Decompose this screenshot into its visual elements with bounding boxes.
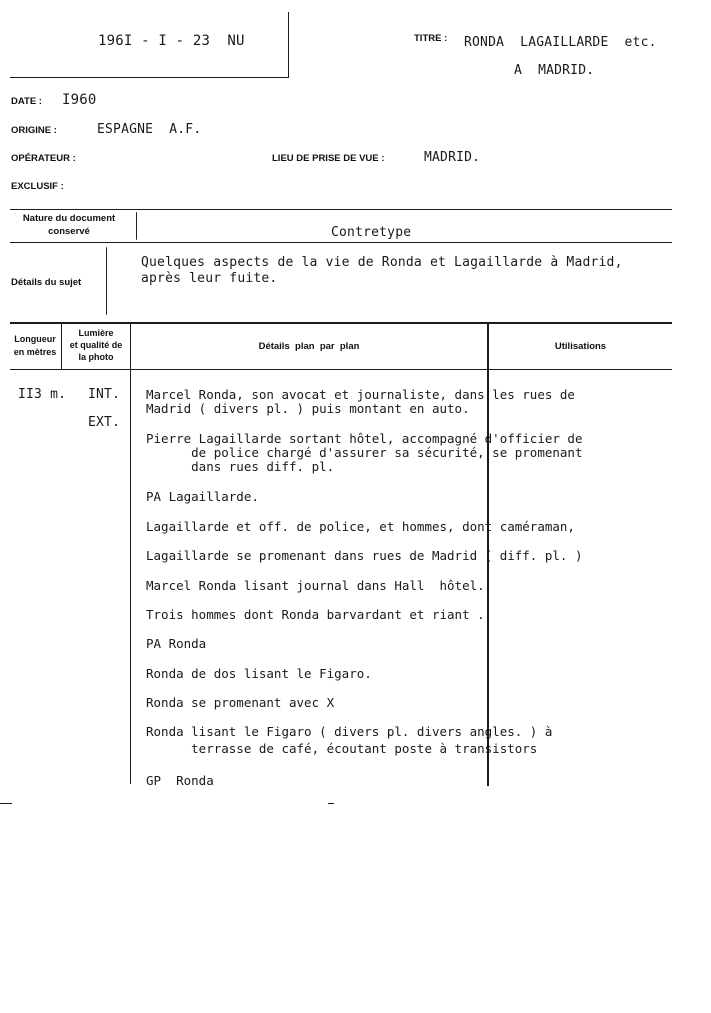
longueur-value: II3 m.	[18, 387, 67, 402]
lieu-label: LIEU DE PRISE DE VUE :	[272, 153, 385, 164]
col-details: Détails plan par plan	[258, 341, 360, 352]
row-7-line-1: Trois hommes dont Ronda barvardant et riant .	[146, 607, 485, 622]
row-12-line-1: GP Ronda	[146, 773, 214, 788]
date-value: I960	[62, 92, 97, 108]
row-2-line-2: de police chargé d'assurer sa sécurité, se promenant	[146, 445, 583, 460]
details-sujet-label: Détails du sujet	[11, 277, 82, 288]
exclusif-label: EXCLUSIF :	[11, 181, 64, 192]
details-sujet-line1: Quelques aspects de la vie de Ronda et Lagaillarde à Madrid,	[141, 255, 623, 270]
row-4-line-1: Lagaillarde et off. de police, et hommes, dont caméraman,	[146, 519, 575, 534]
row-1-line-2: Madrid ( divers pl. ) puis montant en auto.	[146, 401, 470, 416]
page-mark-center	[328, 803, 334, 804]
header-divider	[288, 12, 289, 78]
row-10-line-1: Ronda se promenant avec X	[146, 695, 335, 710]
nature-brace	[136, 212, 137, 240]
nature-value: Contretype	[331, 225, 412, 240]
titre-line2: A MADRID.	[514, 63, 595, 78]
col-longueur-2: en mètres	[13, 347, 57, 357]
row-11-line-1: Ronda lisant le Figaro ( divers pl. divers angles. ) à	[146, 724, 553, 739]
col-lumiere-1: Lumière	[78, 328, 114, 338]
row-1-line-1: Marcel Ronda, son avocat et journaliste, dans les rues de	[146, 387, 575, 402]
nature-label-2: conservé	[48, 226, 90, 237]
nature-bottom-rule	[10, 242, 672, 243]
row-6-line-1: Marcel Ronda lisant journal dans Hall hôtel.	[146, 578, 485, 593]
titre-label: TITRE :	[414, 33, 448, 44]
row-5-line-1: Lagaillarde se promenant dans rues de Madrid ( diff. pl. )	[146, 548, 583, 563]
table-top-rule	[10, 322, 672, 324]
col-longueur-1: Longueur	[14, 334, 56, 344]
col-lumiere-2: et qualité de	[69, 340, 123, 350]
table-header-rule	[10, 369, 672, 370]
operateur-label: OPÉRATEUR :	[11, 153, 76, 164]
row-11-line-2: terrasse de café, écoutant poste à transistors	[146, 741, 538, 756]
reference-number: 196I - I - 23 NU	[98, 33, 245, 49]
origine-label: ORIGINE :	[11, 125, 57, 136]
titre-line1: RONDA LAGAILLARDE etc.	[464, 35, 657, 50]
col-lumiere-3: la photo	[78, 352, 114, 362]
nature-label-1: Nature du document	[22, 213, 116, 224]
row-9-line-1: Ronda de dos lisant le Figaro.	[146, 666, 372, 681]
header-underline	[10, 77, 288, 78]
details-brace	[106, 247, 107, 315]
nature-top-rule	[10, 209, 672, 210]
col-utilisations: Utilisations	[554, 341, 607, 352]
origine-value: ESPAGNE A.F.	[97, 122, 202, 137]
row-3-line-1: PA Lagaillarde.	[146, 489, 259, 504]
col-divider-2	[130, 324, 131, 784]
details-sujet-line2: après leur fuite.	[141, 271, 278, 286]
lumiere-ext: EXT.	[88, 415, 121, 430]
row-8-line-1: PA Ronda	[146, 636, 207, 651]
row-2-line-3: dans rues diff. pl.	[146, 459, 335, 474]
lumiere-int: INT.	[88, 387, 121, 402]
lieu-value: MADRID.	[424, 150, 481, 165]
page-mark-left	[0, 803, 12, 804]
date-label: DATE :	[11, 96, 42, 107]
row-2-line-1: Pierre Lagaillarde sortant hôtel, accompagné d'officier de	[146, 431, 583, 446]
